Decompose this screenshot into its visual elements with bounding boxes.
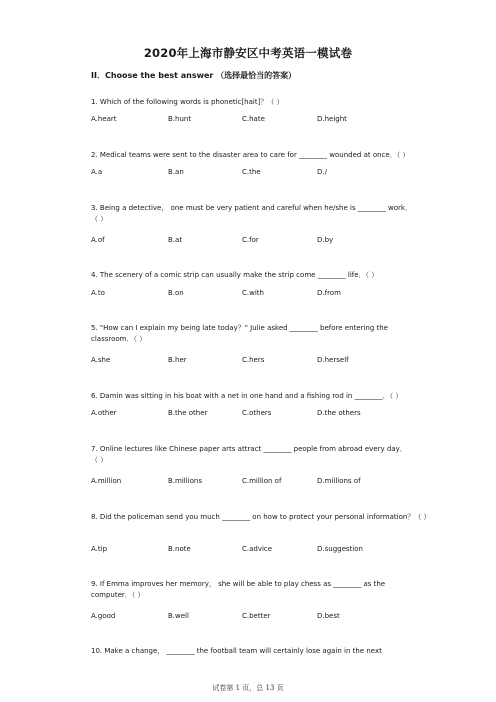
option-b[interactable]: B.note bbox=[168, 545, 191, 553]
option-b[interactable]: B.hunt bbox=[168, 115, 192, 123]
options-4 bbox=[91, 289, 411, 299]
options-1 bbox=[91, 115, 411, 125]
option-b[interactable]: B.well bbox=[168, 612, 189, 620]
question-5: 5. "How can I explain my being late today？" Julie asked ________ before entering the classroom．（ ） bbox=[91, 324, 388, 343]
options-2 bbox=[91, 168, 411, 178]
option-c[interactable]: C.hate bbox=[242, 115, 265, 123]
option-a[interactable]: A.to bbox=[91, 289, 105, 297]
option-a[interactable]: A.good bbox=[91, 612, 116, 620]
option-d[interactable]: D.herself bbox=[317, 356, 349, 364]
options-3 bbox=[91, 236, 411, 246]
option-c[interactable]: C.hers bbox=[242, 356, 265, 364]
option-a[interactable]: A.heart bbox=[91, 115, 117, 123]
options-7 bbox=[91, 477, 411, 487]
question-1: 1. Which of the following words is phonetic[hait]？（ ） bbox=[91, 98, 284, 106]
option-b[interactable]: B.her bbox=[168, 356, 187, 364]
option-c[interactable]: C.with bbox=[242, 289, 264, 297]
option-d[interactable]: D.millions of bbox=[317, 477, 361, 485]
option-d[interactable]: D.height bbox=[317, 115, 347, 123]
options-5 bbox=[91, 356, 411, 366]
option-d[interactable]: D./ bbox=[317, 168, 327, 176]
option-b[interactable]: B.on bbox=[168, 289, 184, 297]
question-10: 10. Make a change， ________ the football team will certainly lose again in the next bbox=[91, 647, 382, 655]
options-8 bbox=[91, 545, 411, 555]
page-footer: 试卷第 1 页，总 13 页 bbox=[212, 684, 284, 692]
option-d[interactable]: D.suggestion bbox=[317, 545, 363, 553]
option-a[interactable]: A.tip bbox=[91, 545, 108, 553]
question-8: 8. Did the policeman send you much ________ on how to protect your personal information？（ ） bbox=[91, 513, 431, 521]
option-a[interactable]: A.other bbox=[91, 409, 117, 417]
section-heading: II．Choose the best answer （选择最恰当的答案） bbox=[91, 71, 297, 80]
options-6 bbox=[91, 409, 411, 419]
option-c[interactable]: C.others bbox=[242, 409, 272, 417]
question-4: 4. The scenery of a comic strip can usually make the strip come ________ life．（ ） bbox=[91, 271, 379, 279]
options-9 bbox=[91, 612, 411, 622]
question-2: 2. Medical teams were sent to the disaster area to care for ________ wounded at once．（ ） bbox=[91, 151, 410, 159]
option-a[interactable]: A.a bbox=[91, 168, 103, 176]
question-3: 3. Being a detective， one must be very patient and careful when he/she is ________ work．（ ） bbox=[91, 204, 412, 223]
option-c[interactable]: C.better bbox=[242, 612, 271, 620]
option-d[interactable]: D.by bbox=[317, 236, 334, 244]
question-6: 6. Damin was sitting in his boat with a net in one hand and a fishing rod in ________．（ ） bbox=[91, 392, 403, 400]
option-b[interactable]: B.at bbox=[168, 236, 183, 244]
option-d[interactable]: D.from bbox=[317, 289, 341, 297]
option-a[interactable]: A.she bbox=[91, 356, 111, 364]
option-b[interactable]: B.millions bbox=[168, 477, 202, 485]
option-a[interactable]: A.of bbox=[91, 236, 105, 244]
option-c[interactable]: C.million of bbox=[242, 477, 282, 485]
option-d[interactable]: D.best bbox=[317, 612, 340, 620]
option-b[interactable]: B.the other bbox=[168, 409, 208, 417]
option-d[interactable]: D.the others bbox=[317, 409, 361, 417]
option-c[interactable]: C.for bbox=[242, 236, 259, 244]
question-7: 7. Online lectures like Chinese paper arts attract ________ people from abroad every day．（ ） bbox=[91, 445, 407, 464]
option-a[interactable]: A.million bbox=[91, 477, 122, 485]
option-b[interactable]: B.an bbox=[168, 168, 184, 176]
option-c[interactable]: C.advice bbox=[242, 545, 273, 553]
option-c[interactable]: C.the bbox=[242, 168, 261, 176]
question-9: 9. If Emma improves her memory， she will be able to play chess as ________ as the computer．（ ） bbox=[91, 580, 386, 599]
page-title: 2020年上海市静安区中考英语一模试卷 bbox=[143, 46, 353, 60]
